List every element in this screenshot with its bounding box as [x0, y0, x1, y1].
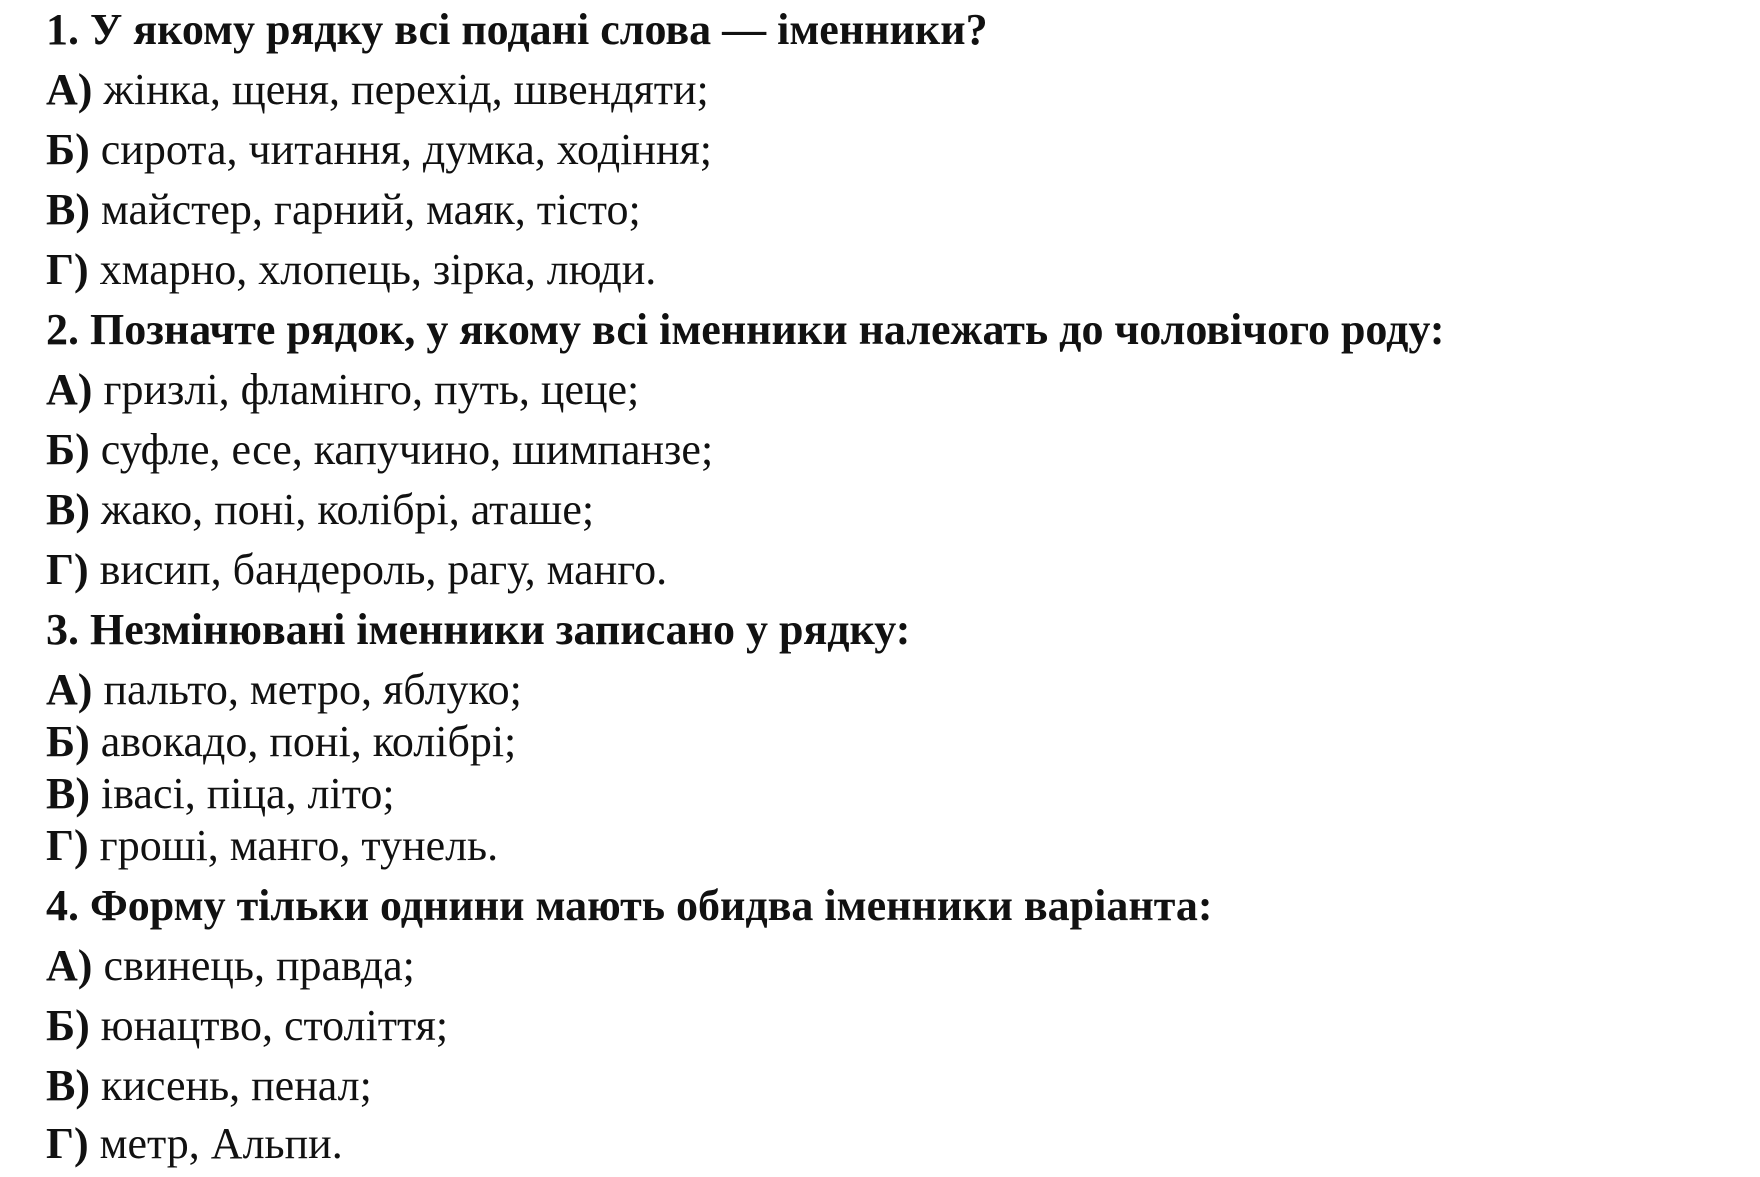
option-letter: А)	[46, 941, 93, 990]
question-2-option-d	[46, 544, 667, 596]
question-1-option-a	[46, 64, 709, 116]
question-4-title: 4. Форму тільки однини мають обидва іменники варіанта:	[46, 881, 1213, 930]
option-text: майстер, гарний, маяк, тісто;	[101, 185, 641, 234]
option-letter: Б)	[46, 1001, 90, 1050]
option-text: суфле, есе, капучино, шимпанзе;	[100, 425, 714, 474]
option-letter: В)	[46, 185, 90, 234]
option-text: гризлі, фламінго, путь, цеце;	[103, 365, 640, 414]
option-letter: Б)	[46, 125, 90, 174]
option-text: авокадо, поні, колібрі;	[100, 717, 517, 766]
question-3-option-d	[46, 820, 498, 872]
option-text: висип, бандероль, рагу, манго.	[99, 545, 668, 594]
question-4-option-c	[46, 1060, 372, 1112]
option-text: гроші, манго, тунель.	[99, 821, 499, 870]
option-text: жінка, щеня, перехід, швендяти;	[103, 65, 709, 114]
question-3-option-c	[46, 768, 395, 820]
option-letter: Г)	[46, 545, 89, 594]
option-text: свинець, правда;	[103, 941, 415, 990]
option-letter: А)	[46, 65, 93, 114]
option-text: жако, поні, колібрі, аташе;	[101, 485, 595, 534]
option-text: метр, Альпи.	[99, 1119, 343, 1168]
option-letter: А)	[46, 365, 93, 414]
question-1-option-d	[46, 244, 656, 296]
question-3-option-a	[46, 664, 522, 716]
question-4-option-a	[46, 940, 415, 992]
option-letter: Г)	[46, 245, 89, 294]
question-3-option-b	[46, 716, 516, 768]
option-text: сирота, читання, думка, ходіння;	[100, 125, 712, 174]
option-text: івасі, піца, літо;	[101, 769, 395, 818]
option-text: юнацтво, століття;	[100, 1001, 449, 1050]
question-1-option-c	[46, 184, 641, 236]
question-1-title: 1. У якому рядку всі подані слова — іменники?	[46, 5, 988, 54]
question-1-option-b	[46, 124, 712, 176]
option-letter: Г)	[46, 821, 89, 870]
question-2-option-c	[46, 484, 594, 536]
option-letter: Б)	[46, 717, 90, 766]
option-letter: В)	[46, 1061, 90, 1110]
question-2-title: 2. Позначте рядок, у якому всі іменники належать до чоловічого роду:	[46, 305, 1445, 354]
question-2-option-b	[46, 424, 713, 476]
option-letter: Г)	[46, 1119, 89, 1168]
question-4-option-b	[46, 1000, 448, 1052]
option-text: хмарно, хлопець, зірка, люди.	[99, 245, 657, 294]
option-letter: Б)	[46, 425, 90, 474]
question-4-option-d	[46, 1118, 343, 1170]
question-2-option-a	[46, 364, 639, 416]
option-letter: В)	[46, 769, 90, 818]
option-letter: В)	[46, 485, 90, 534]
option-letter: А)	[46, 665, 93, 714]
option-text: кисень, пенал;	[101, 1061, 372, 1110]
question-3-title: 3. Незмінювані іменники записано у рядку:	[46, 605, 911, 654]
option-text: пальто, метро, яблуко;	[103, 665, 522, 714]
